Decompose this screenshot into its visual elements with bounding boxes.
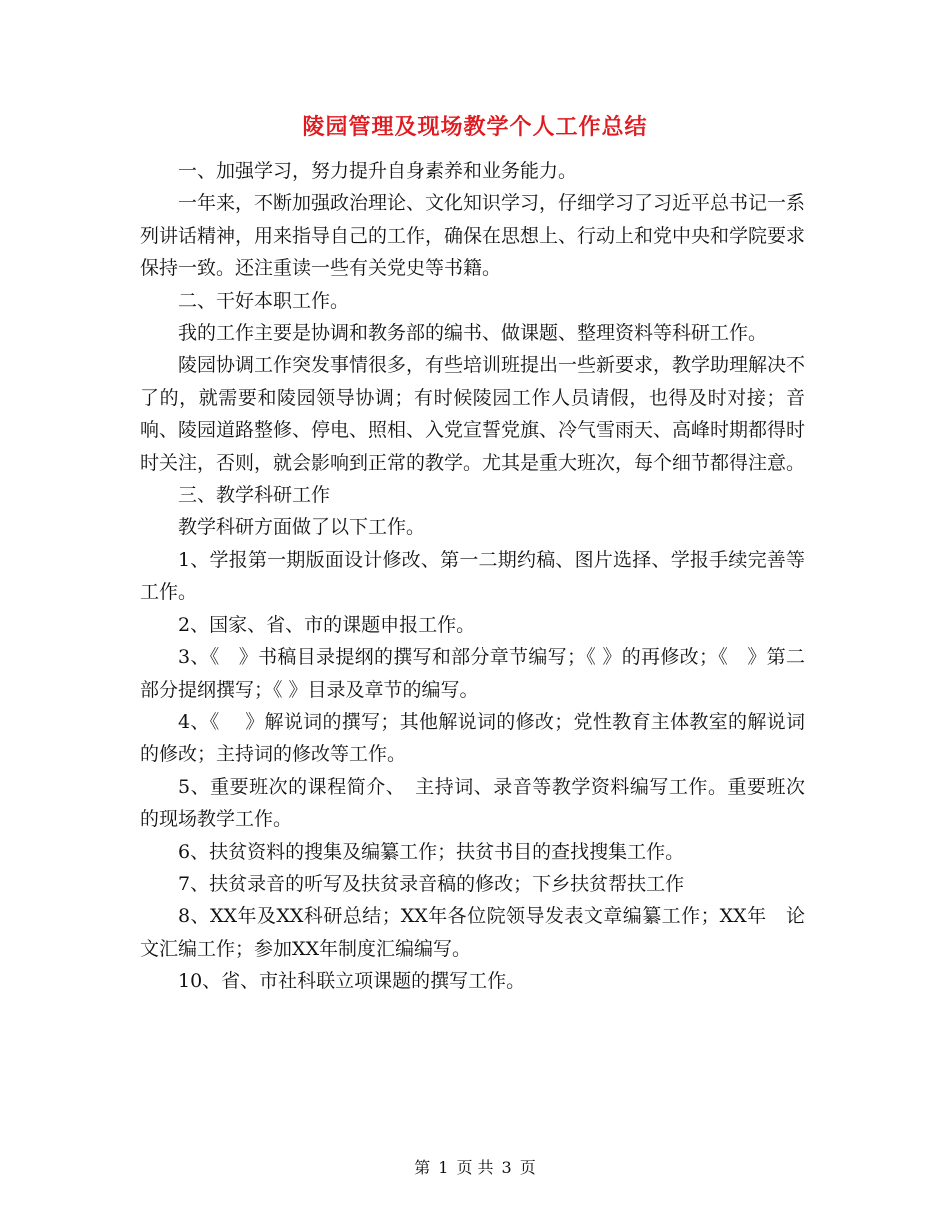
paragraph-duties: 我的工作主要是协调和教务部的编书、做课题、整理资料等科研工作。 [178, 322, 768, 345]
list-item-10: 10、省、市社科联立项课题的撰写工作。 [178, 970, 526, 993]
footer-total-pages: 3 [501, 1158, 512, 1177]
list-item-5: 5、重要班次的课程简介、 主持词、录音等教学资料编写工作。重要班次的现场教学工作。 [140, 775, 805, 831]
section-heading-duties: 二、干好本职工作。 [178, 289, 350, 312]
footer-suffix: 页 [519, 1158, 536, 1177]
paragraph-coordination: 陵园协调工作突发事情很多，有些培训班提出一些新要求，教学助理解决不了的，就需要和陵园领导协调；有时候陵园工作人员请假，也得及时对接；音响、陵园道路整修、停电、照相、入党宣誓党旗、冷气雪雨天、高峰时期都得时时关注，否则，就会影响到正常的教学。尤其是重大班次，每个细节都得注意。 [140, 354, 806, 474]
list-item-7: 7、扶贫录音的听写及扶贫录音稿的修改；下乡扶贫帮扶工作 [178, 872, 685, 895]
list-item-4: 4、《 》解说词的撰写；其他解说词的修改；党性教育主体教室的解说词的修改；主持词的修改等工作。 [140, 710, 805, 766]
footer-middle: 页 共 [456, 1158, 494, 1177]
footer-page-number: 1 [438, 1158, 449, 1177]
list-item-6: 6、扶贫资料的搜集及编纂工作；扶贫书目的查找搜集工作。 [178, 840, 685, 863]
page-footer [0, 1155, 950, 1178]
list-item-1: 1、学报第一期版面设计修改、第一二期约稿、图片选择、学报手续完善等工作。 [140, 548, 805, 604]
document-body [140, 155, 805, 998]
section-heading-study: 一、加强学习，努力提升自身素养和业务能力。 [178, 160, 578, 182]
list-item-8: 8、XX年及XX科研总结；XX年各位院领导发表文章编纂工作；XX年 论文汇编工作；参加XX年制度汇编编写。 [140, 905, 805, 960]
footer-prefix: 第 [414, 1158, 431, 1177]
list-item-2: 2、国家、省、市的课题申报工作。 [178, 613, 476, 636]
paragraph-study: 一年来，不断加强政治理论、文化知识学习，仔细学习了习近平总书记一系列讲话精神，用来指导自己的工作，确保在思想上、行动上和党中央和学院要求保持一致。还注重读一些有关党史等书籍。 [140, 192, 806, 280]
section-heading-research: 三、教学科研工作 [178, 484, 331, 507]
list-item-3: 3、《 》书稿目录提纲的撰写和部分章节编写；《 》的再修改；《 》第二部分提纲撰写；《 》目录及章节的编写。 [140, 646, 805, 701]
paragraph-research-intro: 教学科研方面做了以下工作。 [178, 516, 426, 539]
document-title: 陵园管理及现场教学个人工作总结 [302, 115, 648, 140]
